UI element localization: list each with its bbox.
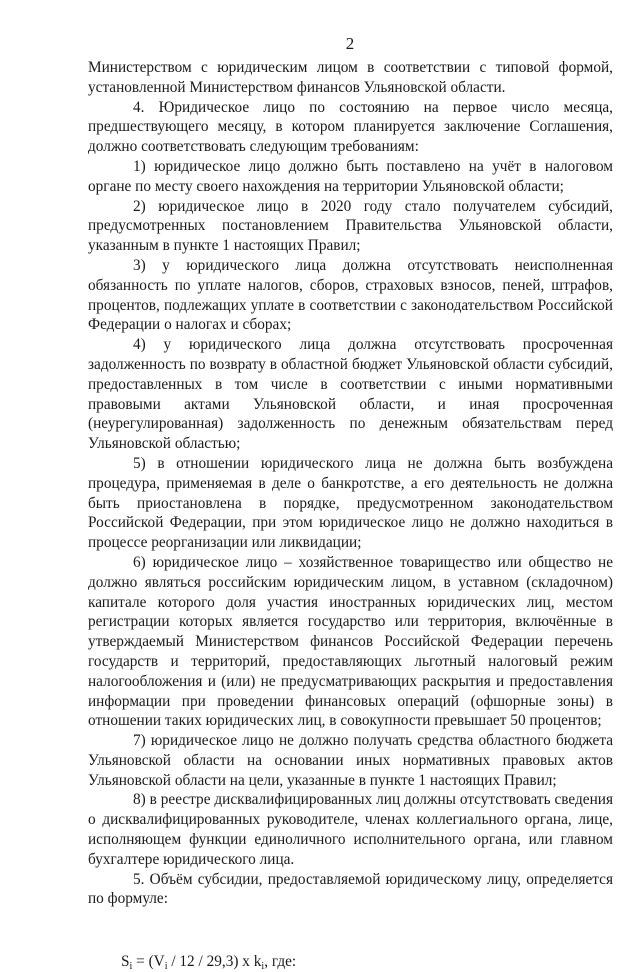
formula-tail: , где: (264, 953, 297, 971)
paragraph-clause-4: 4. Юридическое лицо по состоянию на первое число месяца, предшествующего месяцу, в котором планируется заключение Соглашения, должно соответствовать следующим требованиям: (88, 98, 613, 156)
paragraph-requirement-1: 1) юридическое лицо должно быть поставлено на учёт в налоговом органе по месту своего нахождения на территории Ульяновской области; (88, 157, 613, 195)
formula-s: S (121, 953, 130, 971)
paragraph-clause-5: 5. Объём субсидии, предоставляемой юридическому лицу, определяется по формуле: (88, 870, 613, 908)
formula-k-subscript: i (261, 961, 265, 972)
paragraph-requirement-5: 5) в отношении юридического лица не должна быть возбуждена процедура, применяемая в деле о банкротстве, а его деятельность не должна быть приостановлена в порядке, предусмотренном законодательством Российской Федерации, при этом юридическое лицо не должно находиться в процессе реорганизации или ликвидации; (88, 454, 613, 552)
paragraph-requirement-8: 8) в реестре дисквалифицированных лиц должны отсутствовать сведения о дисквалифицированных руководителе, членах коллегиального органа, лице, исполняющем функции единоличного исполнительного органа, или главном бухгалтере юридического лица. (88, 791, 613, 868)
formula-rest: / 12 / 29,3) x k (167, 953, 262, 971)
paragraph-requirement-6: 6) юридическое лицо – хозяйственное товарищество или общество не должно являться российским юридическим лицом, в уставном (складочном) капитале которого доля участия иностранных юридических лиц, местом регистрации которых является государство или территория, включённые в утверждаемый Министерством финансов Российской Федерации перечень государств и территорий, предоставляющих льготный налоговый режим налогообложения и (или) не предусматривающих раскрытия и предоставления информации при проведении финансовых операций (офшорные зоны) в отношении таких юридических лиц, в совокупности превышает 50 процентов; (88, 553, 613, 730)
paragraph-requirement-2: 2) юридическое лицо в 2020 году стало получателем субсидий, предусмотренных постановлением Правительства Ульяновской области, указанным в пункте 1 настоящих Правил; (88, 197, 613, 255)
paragraph-requirement-3: 3) у юридического лица должна отсутствовать неисполненная обязанность по уплате налогов, сборов, страховых взносов, пеней, штрафов, процентов, подлежащих уплате в соответствии с законодательством Российской Федерации о налогах и сборах; (88, 256, 613, 334)
paragraph-requirement-7: 7) юридическое лицо не должно получать средства областного бюджета Ульяновской области на основании иных нормативных правовых актов Ульяновской области на цели, указанные в пункте 1 настоящих Правил; (88, 732, 613, 789)
paragraph-continuation: Министерством с юридическим лицом в соответствии с типовой формой, установленной Министерством финансов Ульяновской области. (88, 59, 613, 96)
formula-v-subscript: i (164, 961, 168, 972)
paragraph-requirement-4: 4) у юридического лица должна отсутствовать просроченная задолженность по возврату в областной бюджет Ульяновской области субсидий, предоставленных в том числе в соответствии с иными нормативными правовыми актами Ульяновской области, и иная просроченная (неурегулированная) задолженность по денежным обязательствам перед Ульяновской областью; (88, 336, 613, 453)
formula-s-subscript: i (129, 961, 133, 972)
formula-middle: = (V (132, 953, 165, 971)
document-body (88, 58, 613, 972)
page-number: 2 (345, 34, 355, 53)
subsidy-formula (121, 952, 613, 972)
